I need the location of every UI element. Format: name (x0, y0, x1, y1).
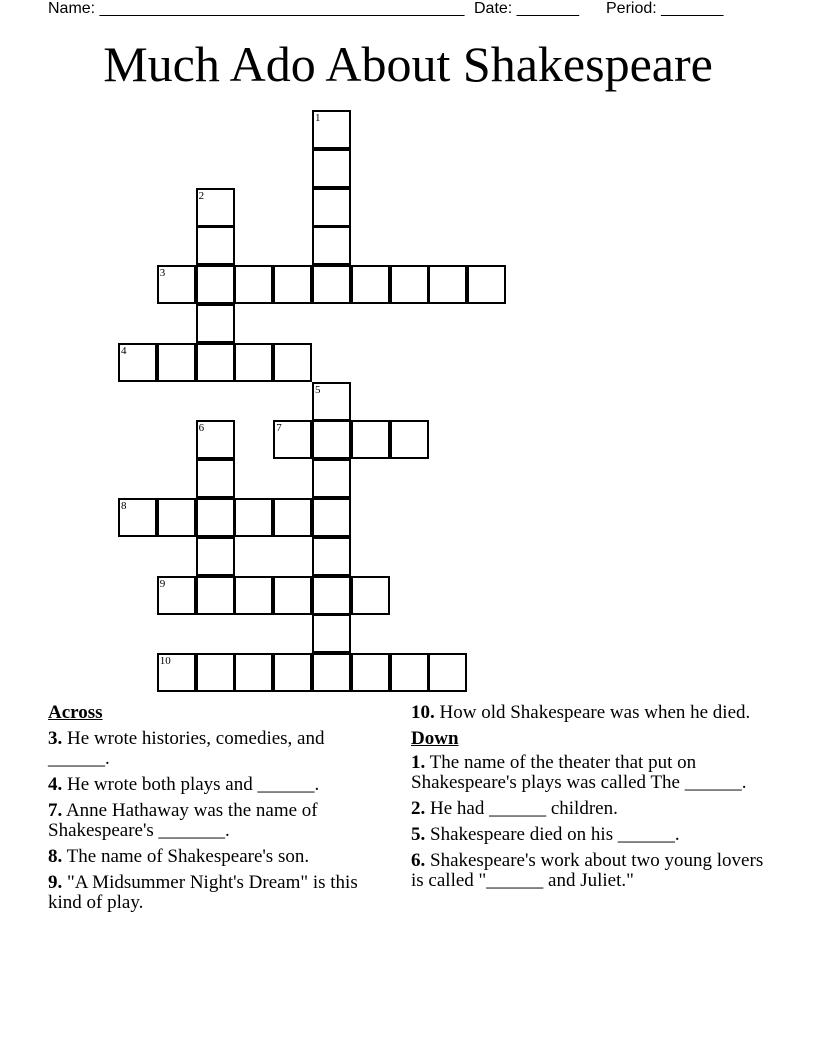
crossword-cell[interactable] (312, 188, 351, 227)
period-field-label[interactable]: Period: _______ (606, 0, 724, 17)
clue-number: 5. (411, 824, 426, 845)
crossword-cell[interactable] (273, 576, 312, 615)
clue-number: 10. (411, 702, 435, 723)
crossword-cell[interactable] (390, 420, 429, 459)
clue-text: He wrote both plays and ______. (67, 774, 320, 795)
clue-text: He had ______ children. (430, 798, 618, 819)
name-field-label[interactable]: Name: _________________________________________ (48, 0, 465, 17)
down-clue (411, 825, 771, 845)
crossword-cell[interactable] (196, 498, 235, 537)
clue-text: How old Shakespeare was when he died. (439, 702, 751, 723)
crossword-cell[interactable] (157, 576, 196, 615)
crossword-cell[interactable] (273, 265, 312, 304)
crossword-cell[interactable] (312, 498, 351, 537)
crossword-cell[interactable] (196, 226, 235, 265)
cell-number: 10 (159, 655, 171, 668)
cell-number: 1 (315, 112, 321, 124)
clue-number: 4. (48, 774, 63, 795)
clue-text: "A Midsummer Night's Dream" is this kind of play. (48, 872, 358, 913)
crossword-cell[interactable] (234, 343, 273, 382)
crossword-cell[interactable] (273, 498, 312, 537)
across-clue (48, 873, 388, 913)
crossword-cell[interactable] (196, 188, 235, 227)
crossword-cell[interactable] (312, 459, 351, 498)
crossword-cell[interactable] (196, 537, 235, 576)
crossword-cell[interactable] (467, 265, 506, 304)
crossword-cell[interactable] (312, 614, 351, 653)
clue-number: 3. (48, 728, 63, 749)
crossword-cell[interactable] (196, 576, 235, 615)
crossword-cell[interactable] (312, 149, 351, 188)
crossword-cell[interactable] (157, 343, 196, 382)
cell-number: 3 (159, 267, 166, 280)
down-clue (411, 753, 771, 793)
crossword-cell[interactable] (196, 459, 235, 498)
crossword-cell[interactable] (196, 265, 235, 304)
across-clue (48, 775, 388, 795)
crossword-cell[interactable] (196, 420, 235, 459)
crossword-cell[interactable] (312, 653, 351, 692)
crossword-cell[interactable] (157, 498, 196, 537)
clue-number: 6. (411, 850, 426, 871)
crossword-cell[interactable] (351, 653, 390, 692)
crossword-cell[interactable] (428, 653, 467, 692)
crossword-cell[interactable] (390, 653, 429, 692)
clue-text: Shakespeare's work about two young lovers is called "______ and Juliet." (411, 850, 764, 891)
crossword-cell[interactable] (196, 343, 235, 382)
down-clue (411, 851, 771, 891)
clue-text: He wrote histories, comedies, and ______. (48, 728, 325, 769)
crossword-cell[interactable] (351, 265, 390, 304)
clue-number: 7. (48, 800, 63, 821)
across-clue (411, 703, 771, 723)
cell-number: 2 (198, 189, 205, 202)
crossword-cell[interactable] (234, 265, 273, 304)
clue-text: The name of Shakespeare's son. (66, 846, 310, 867)
crossword-cell[interactable] (312, 420, 351, 459)
clue-number: 9. (48, 872, 63, 893)
crossword-cell[interactable] (234, 576, 273, 615)
crossword-cell[interactable] (312, 110, 351, 149)
cell-number: 8 (121, 500, 127, 512)
across-clue (48, 847, 388, 867)
across-clue (48, 729, 388, 769)
crossword-cell[interactable] (351, 420, 390, 459)
across-clue (48, 801, 388, 841)
crossword-cell[interactable] (312, 265, 351, 304)
crossword-cell[interactable] (234, 498, 273, 537)
crossword-cell[interactable] (390, 265, 429, 304)
clue-number: 8. (48, 846, 63, 867)
across-heading: Across (48, 702, 103, 723)
crossword-cell[interactable] (312, 226, 351, 265)
cell-number: 6 (198, 422, 205, 435)
page-title: Much Ado About Shakespeare (103, 36, 713, 92)
clue-text: The name of the theater that put on Shakespeare's plays was called The ______. (411, 752, 747, 793)
across-clues (48, 703, 388, 919)
clue-number: 2. (411, 798, 426, 819)
cell-number: 7 (276, 422, 282, 435)
cell-number: 9 (159, 577, 166, 590)
cell-number: 4 (121, 344, 127, 357)
clue-text: Shakespeare died on his ______. (430, 824, 680, 845)
crossword-cell[interactable] (312, 537, 351, 576)
down-heading: Down (411, 728, 459, 749)
crossword-cell[interactable] (196, 653, 235, 692)
clue-number: 1. (411, 752, 426, 773)
crossword-cell[interactable] (351, 576, 390, 615)
crossword-cell[interactable] (157, 653, 196, 692)
cell-number: 5 (315, 383, 321, 396)
crossword-cell[interactable] (234, 653, 273, 692)
crossword-cell[interactable] (196, 304, 235, 343)
crossword-cell[interactable] (118, 343, 157, 382)
crossword-cell[interactable] (118, 498, 157, 537)
crossword-cell[interactable] (428, 265, 467, 304)
crossword-cell[interactable] (312, 576, 351, 615)
down-clues (411, 703, 771, 897)
crossword-cell[interactable] (157, 265, 196, 304)
down-clue (411, 799, 771, 819)
crossword-cell[interactable] (312, 382, 351, 421)
date-field-label[interactable]: Date: _______ (474, 0, 579, 17)
clue-text: Anne Hathaway was the name of Shakespeare's _______. (48, 800, 318, 841)
crossword-cell[interactable] (273, 420, 312, 459)
crossword-cell[interactable] (273, 343, 312, 382)
crossword-cell[interactable] (273, 653, 312, 692)
